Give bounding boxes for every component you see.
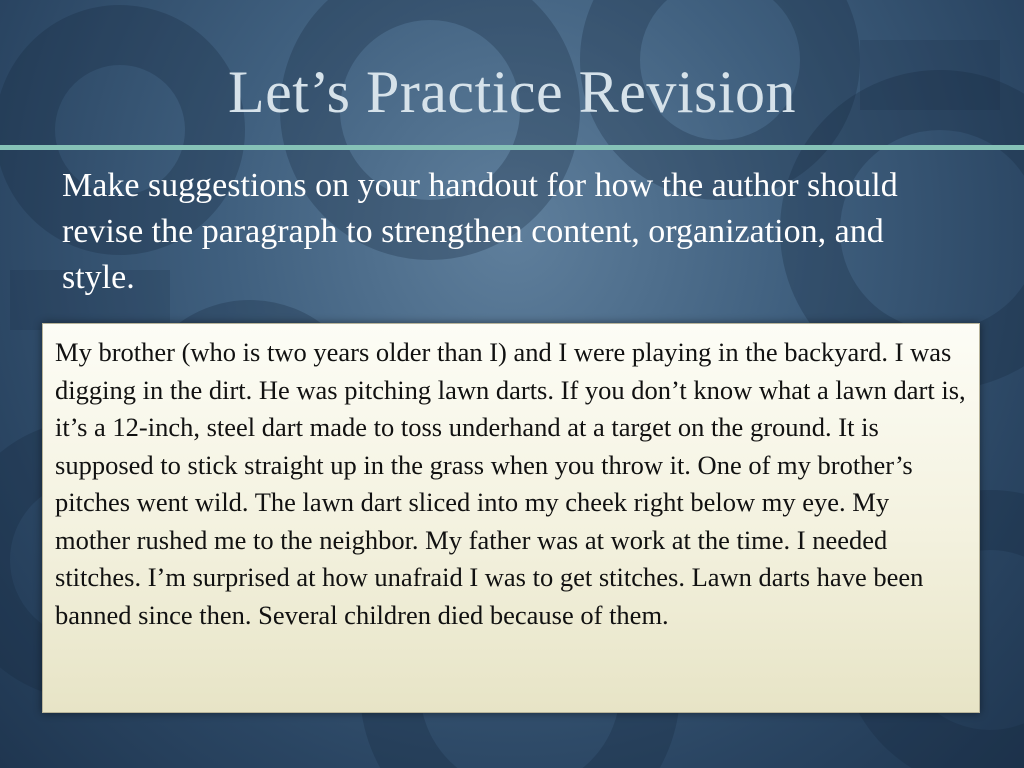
instructions-text: Make suggestions on your handout for how the author should revise the paragraph to strengthen content, organization, and style. [62, 167, 898, 296]
slide-title: Let’s Practice Revision [227, 59, 797, 125]
sample-paragraph-text: My brother (who is two years older than I) and I were playing in the backyard. I was digging in the dirt. He was pitching lawn darts. If you don’t know what a lawn dart is, it’s a 12-inch, steel dart made to toss underhand at a target on the ground. It is supposed to stick straight up in the grass when you throw it. One of my brother’s pitches went wild. The lawn dart sliced into my cheek right below my eye. My mother rushed me to the neighbor. My father was at work at the time. I needed stitches. I’m surprised at how unafraid I was to get stitches. Lawn darts have been banned since then. Several children died because of them. [55, 337, 966, 630]
title-divider [0, 145, 1024, 150]
sample-paragraph-box [42, 323, 980, 713]
